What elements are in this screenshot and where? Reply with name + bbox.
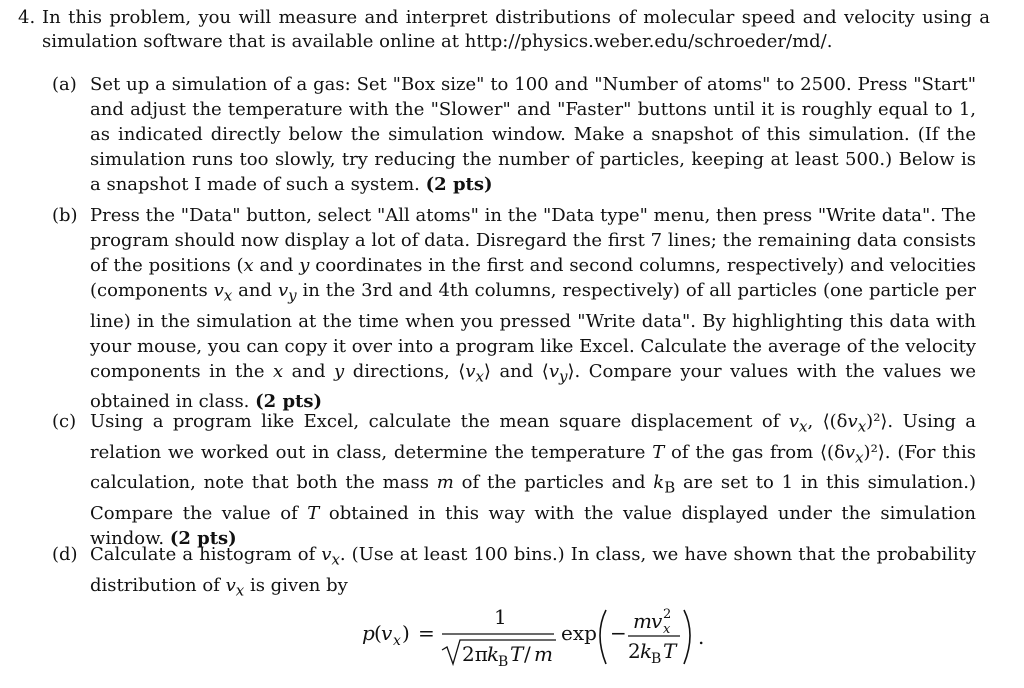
eq-exp-den-T: T <box>663 639 677 663</box>
part-c-text-8: obtained in this way with the value displayed under the simulation window. <box>90 502 976 549</box>
var-vx-2: v <box>225 574 236 596</box>
part-a-points: (2 pts) <box>425 174 493 195</box>
sub-B: B <box>664 478 676 497</box>
eq-paren-right <box>684 610 690 664</box>
var-vx-3: v <box>844 441 856 463</box>
eq-paren-left <box>600 610 606 664</box>
equation-svg <box>0 600 1024 676</box>
part-b-text-9: ⟩. Compare your values with the values we obtained in class. <box>90 360 976 413</box>
part-c-text-2: , ⟨(δ <box>807 411 848 432</box>
part-c-text-6: of the particles and <box>453 472 654 494</box>
part-c-label: (c) <box>52 411 77 432</box>
part-b-text-1: Press the "Data" button, select "All atoms" in the "Data type" menu, then press "Write data". The program should now display a lot of data. Disregard the first 7 lines; the remaining data consists of the positions ( <box>90 205 976 276</box>
problem-intro <box>42 6 990 54</box>
eq-den-B: B <box>498 654 509 670</box>
part-c-text-7: are set to 1 in this simulation.) Compare the value of <box>90 472 976 524</box>
part-d-body <box>90 542 976 603</box>
eq-den-m: m <box>534 642 553 666</box>
sub-x-2: x <box>857 417 867 436</box>
eq-lhs-v: v <box>381 621 393 645</box>
part-a-body <box>90 72 976 197</box>
part-d-text-1: Calculate a histogram of <box>90 544 322 565</box>
part-a-label: (a) <box>52 74 77 95</box>
var-vx: v <box>788 411 800 432</box>
var-k: k <box>653 472 665 494</box>
sub-x: x <box>223 286 233 305</box>
part-b-body <box>90 203 976 414</box>
part-a-text: Set up a simulation of a gas: Set "Box size" to 100 and "Number of atoms" to 2500. Press "Start" and adjust the temperature with the "Slower" and "Faster" buttons until it is roughly equal to 1, as indicated directly below the simulation window. Make a snapshot of this simulation. (If the simulation runs too slowly, try reducing the number of particles, keeping at least 500.) Below is a snapshot I made of such a system. <box>90 74 976 195</box>
var-T: T <box>652 441 665 463</box>
var-x-2: x <box>273 360 284 382</box>
probability-distribution-equation <box>0 600 1024 676</box>
problem-4 <box>18 6 990 54</box>
eq-exp: exp <box>561 621 597 645</box>
sub-y-2: y <box>559 367 568 386</box>
var-vx-2: v <box>847 411 858 432</box>
eq-exp-num-sup: 2 <box>663 607 672 622</box>
part-d-text-3: is given by <box>244 574 348 596</box>
part-c-text-5: )²⟩. (For this calculation, note that both the mass <box>90 441 976 494</box>
eq-exp-num-v: v <box>651 609 663 633</box>
sub-x: x <box>331 550 340 569</box>
part-b-text-5: in the 3rd and 4th columns, respectively) of all particles (one particle per line) in the simulation at the time when you pressed "Write data". By highlighting this data with your mouse, you can copy it over into a program like Excel. Calculate the average of the velocity components in the <box>90 280 976 382</box>
var-m: m <box>436 472 454 494</box>
part-b-label: (b) <box>52 205 78 226</box>
sub-x: x <box>799 417 808 436</box>
var-x: x <box>243 255 254 276</box>
eq-den-2pi: 2π <box>462 642 488 666</box>
part-b-text-2: and <box>253 255 300 276</box>
problem-intro-line-2: simulation software that is available online at http://physics.weber.edu/schroeder/md/. <box>42 31 833 52</box>
sub-x-2: x <box>475 367 484 386</box>
part-b-text-3: coordinates in the first and second columns, respectively) and velocities (components <box>90 255 976 301</box>
var-y: y <box>299 255 310 276</box>
eq-lhs-open: ( <box>374 621 382 645</box>
eq-frac-num: 1 <box>494 605 507 629</box>
var-vx: v <box>213 280 224 301</box>
sub-x-3: x <box>855 448 864 467</box>
var-vx: v <box>321 544 332 565</box>
part-b-text-6: and <box>283 360 335 382</box>
part-d-label: (d) <box>52 544 78 565</box>
part-a <box>52 72 976 197</box>
eq-period: . <box>698 625 705 649</box>
part-c-text-1: Using a program like Excel, calculate the mean square displacement of <box>90 411 789 432</box>
var-vx-2: v <box>465 360 476 382</box>
eq-lhs-p: p <box>362 621 375 645</box>
eq-lhs-close: ) <box>402 621 410 645</box>
part-b-text-7: directions, ⟨ <box>344 360 466 382</box>
var-vy-2: v <box>548 360 559 382</box>
sub-y: y <box>288 286 297 305</box>
var-vy: v <box>277 280 289 301</box>
part-c-text-4: of the gas from ⟨(δ <box>664 441 845 463</box>
var-T-2: T <box>307 502 320 524</box>
part-b <box>52 203 976 414</box>
eq-lhs-sub: x <box>393 633 401 649</box>
problem-number: 4. <box>18 7 36 28</box>
part-c-body <box>90 409 976 551</box>
part-c <box>52 409 976 551</box>
part-d-text-2: . (Use at least 100 bins.) In class, we have shown that the probability distribution of <box>90 544 977 596</box>
eq-exp-den-B: B <box>651 651 662 667</box>
eq-equals: = <box>418 621 435 645</box>
eq-exp-den-k: k <box>640 639 653 663</box>
var-y-2: y <box>334 360 345 382</box>
part-b-text-4: and <box>232 280 278 301</box>
eq-den-T: T <box>510 642 524 666</box>
eq-den-k: k <box>487 642 500 666</box>
part-d <box>52 542 976 603</box>
eq-exp-num-m: m <box>633 609 652 633</box>
part-c-text-3: )²⟩. Using a relation we worked out in class, determine the temperature <box>90 411 976 463</box>
part-b-text-8: ⟩ and ⟨ <box>483 360 549 382</box>
part-b-points: (2 pts) <box>255 391 323 413</box>
eq-den-slash: / <box>524 642 531 666</box>
part-c-points: (2 pts) <box>169 527 237 549</box>
sub-x-2: x <box>235 581 245 600</box>
eq-exp-den-2: 2 <box>628 639 641 663</box>
eq-minus: − <box>610 621 627 645</box>
eq-exp-num-sub: x <box>663 622 671 637</box>
problem-intro-line-1: In this problem, you will measure and interpret distributions of molecular speed and velocity using a <box>42 7 990 28</box>
